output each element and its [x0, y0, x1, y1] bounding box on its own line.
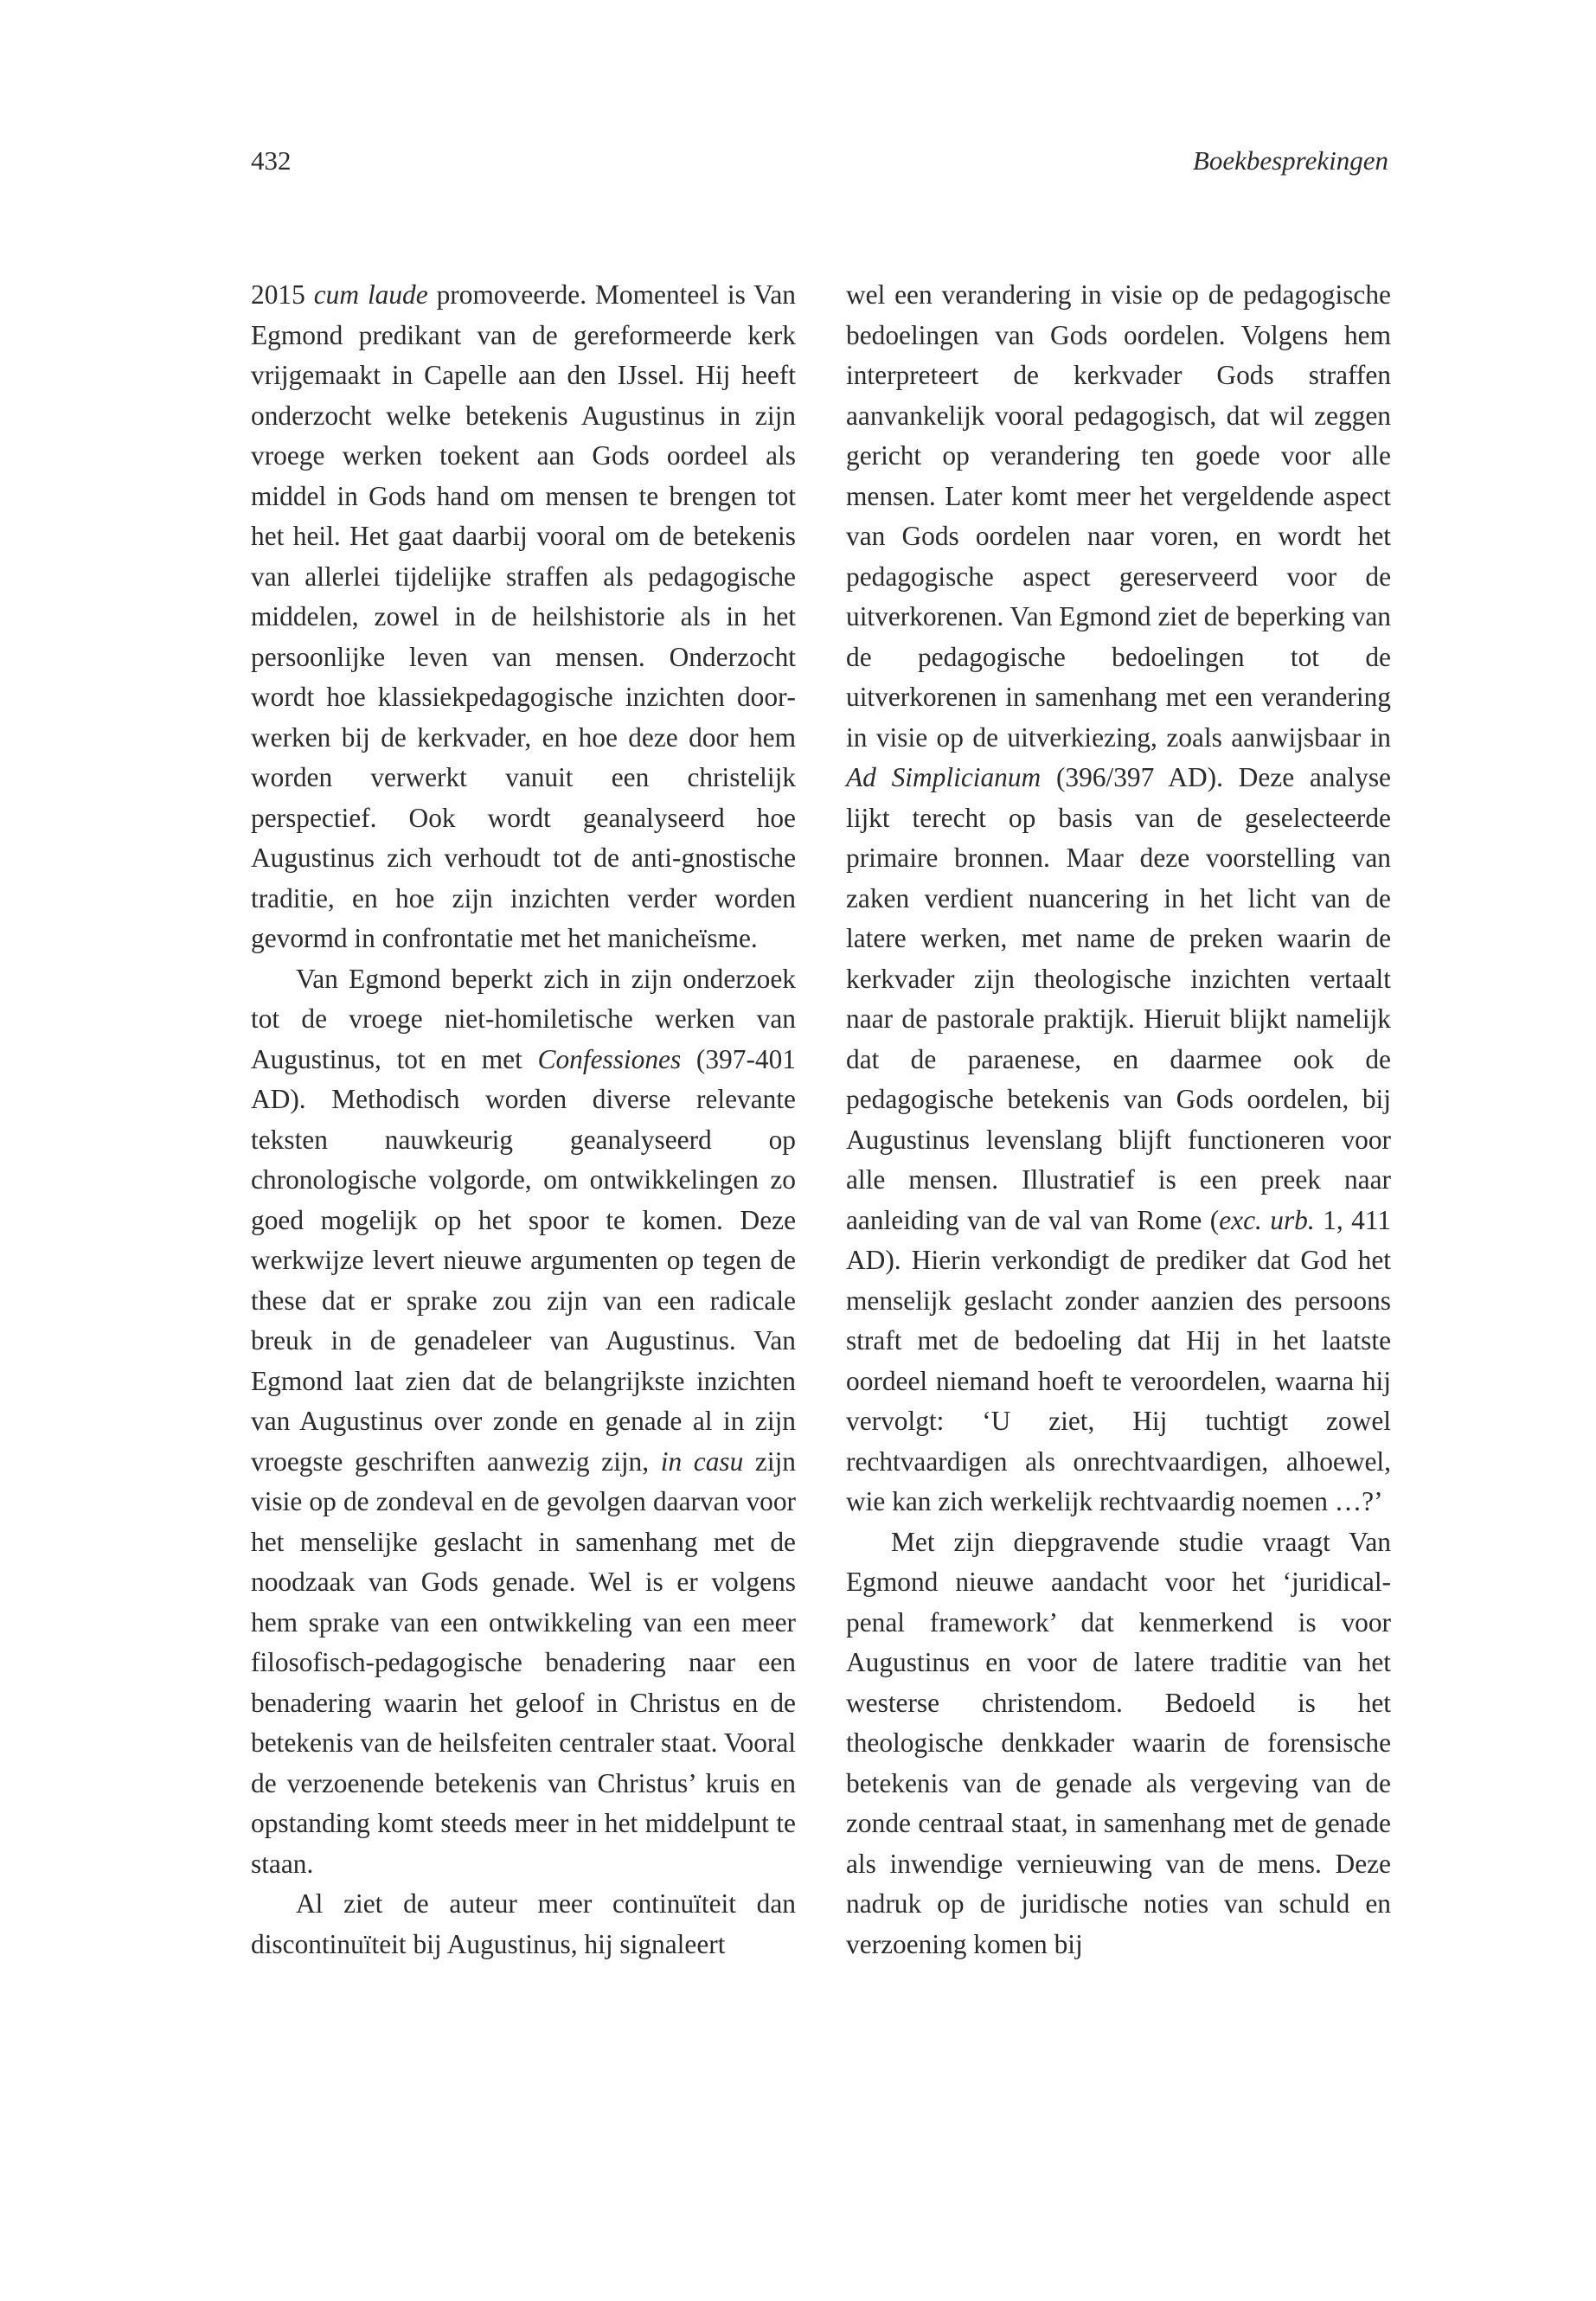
right-column	[846, 275, 1391, 1965]
right-paragraph-1	[846, 275, 1391, 1522]
page-number: 432	[251, 145, 292, 176]
italic-term: cum laude	[313, 279, 428, 310]
left-paragraph-1	[251, 275, 796, 959]
italic-term: Confessiones	[537, 1043, 682, 1074]
right-paragraph-2: Met zijn diepgravende studie vraagt Van Egmond nieuwe aandacht voor het ‘juridical-penal framework’ dat kenmerkend is voor Augustinus en voor de latere traditie van het westerse christendom. Bedoeld is het theologische denkkader waarin de forensische betekenis van de genade als vergeving van de zonde centraal staat, in samenhang met de genade als inwendige vernieuwing van de mens. Deze nadruk op de juridische noties van schuld en verzoening komen bij	[846, 1526, 1391, 1959]
text-run: promoveerde. Momenteel is Van Egmond predikant van de gereformeerde kerk vrijgemaakt in Capelle aan den IJssel. Hij heeft onderzocht welke betekenis Augustinus in zijn vroege werken toekent aan Gods oordeel als middel in Gods hand om mensen te brengen tot het heil. Het gaat daarbij vooral om de betekenis van allerlei tijdelijke straffen als pedagogische middelen, zowel in de heilshistorie als in het persoonlijke leven van mensen. Onderzocht wordt hoe klassiekpedagogische inzichten doorwerken bij de kerkvader, en hoe deze door hem worden verwerkt vanuit een christelijk perspectief. Ook wordt geanalyseerd hoe Augustinus zich verhoudt tot de anti-gnostische traditie, en hoe zijn inzichten verder worden gevormd in confrontatie met het manicheïsme.	[251, 279, 796, 953]
left-paragraph-3: Al ziet de auteur meer continuïteit dan discontinuïteit bij Augustinus, hij signaleert	[251, 1888, 796, 1959]
italic-term: in casu	[660, 1445, 744, 1477]
running-head: Boekbesprekingen	[1192, 145, 1388, 176]
italic-term: exc. urb.	[1219, 1204, 1315, 1235]
italic-term: Ad Simplicianum	[846, 762, 1042, 792]
text-run: zijn visie op de zondeval en de gevolgen daarvan voor het menselijke geslacht in samenhang met de noodzaak van Gods genade. Wel is er volgens hem sprake van een ontwikkeling van een meer filosofisch-pedagogische benadering naar een benadering waarin het geloof in Christus en de betekenis van de heilsfeiten centraler staat. Vooral de verzoenende betekenis van Christus’ kruis en opstanding komt steeds meer in het middelpunt te staan.	[251, 1445, 796, 1879]
text-run: (397-401 AD). Methodisch worden diverse relevante teksten nauwkeurig geanalyseerd op chronologische volgorde, om ontwikkelingen zo goed mogelijk op het spoor te komen. Deze werkwijze levert nieuwe argumenten op tegen de these dat er sprake zou zijn van een radicale breuk in de genadeleer van Augustinus. Van Egmond laat zien dat de belangrijkste inzichten van Augustinus over zonde en genade al in zijn vroegste geschriften aanwezig zijn,	[251, 1043, 796, 1477]
text-run: 1, 411 AD). Hierin verkondigt de prediker dat God het menselijk geslacht zonder aanzien des persoons straft met de bedoeling dat Hij in het laatste oordeel niemand hoeft te veroordelen, waarna hij vervolgt: ‘U ziet, Hij tuchtigt zowel rechtvaardigen als onrechtvaardigen, alhoewel, wie kan zich werkelijk rechtvaardig noemen …?’	[846, 1204, 1392, 1516]
text-run: (396/397 AD). Deze analyse lijkt terecht op basis van de geselecteerde primaire bronnen. Maar deze voorstelling van zaken verdient nuancering in het licht van de latere werken, met name de preken waarin de kerkvader zijn theologische inzichten vertaalt naar de pastorale praktijk. Hieruit blijkt namelijk dat de paraenese, en daarmee ook de pedagogische betekenis van Gods oordelen, bij Augustinus levenslang blijft functioneren voor alle mensen. Illustratief is een preek naar aanleiding van de val van Rome (	[846, 762, 1391, 1235]
text-run: Van Egmond beperkt zich in zijn onderzoek tot de vroege niet-homiletische werken van Augustinus, tot en met	[251, 963, 796, 1074]
text-run: wel een verandering in visie op de pedagogische bedoelingen van Gods oordelen. Volgens hem interpreteert de kerkvader Gods straffen aanvankelijk vooral pedagogisch, dat wil zeggen gericht op verandering ten goede voor alle mensen. Later komt meer het vergeldende aspect van Gods oordelen naar voren, en wordt het pedagogische aspect gereserveerd voor de uitverkorenen. Van Egmond ziet de beperking van de pedagogische bedoelingen tot de uitverkorenen in samenhang met een verandering in visie op de uitverkiezing, zoals aanwijsbaar in	[846, 279, 1391, 753]
left-paragraph-2	[251, 959, 796, 1885]
page-header	[251, 145, 1388, 189]
left-column	[251, 275, 796, 1965]
text-run: 2015	[251, 279, 314, 310]
